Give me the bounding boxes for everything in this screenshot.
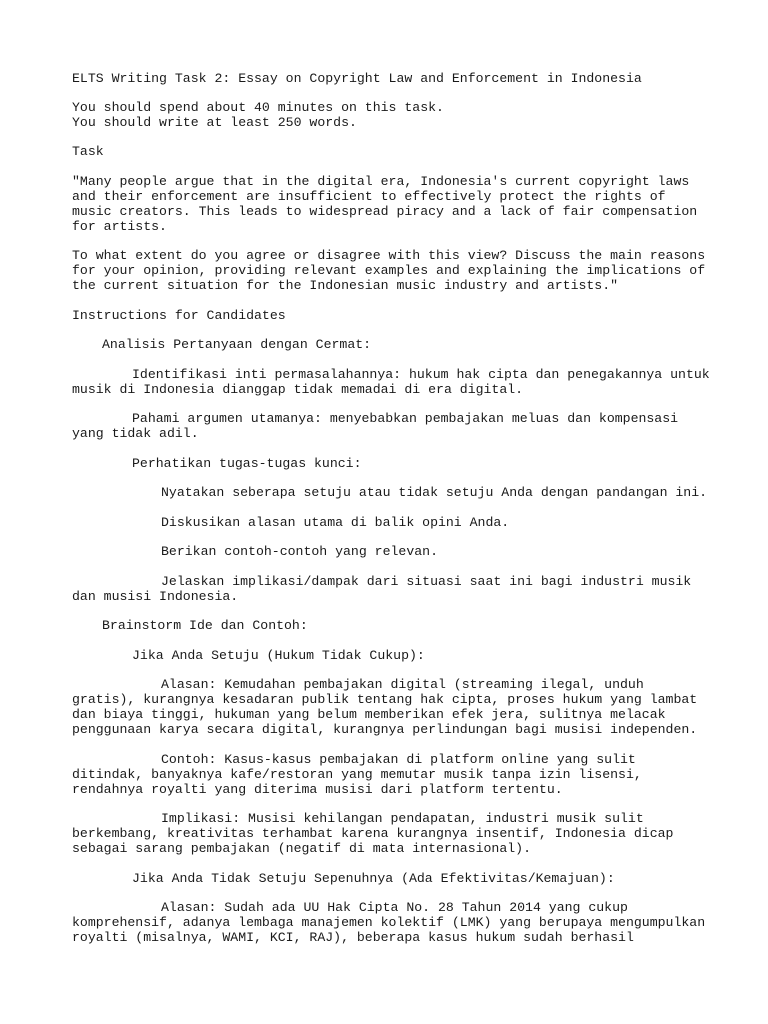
- prompt-paragraph-1: "Many people argue that in the digital era, Indonesia's current copyright laws and their enforcement are insufficient to effectively protect the rights of music creators. This leads to widespread piracy and a lack of fair compensation for artists.: [72, 173, 706, 234]
- analysis-heading: Analisis Pertanyaan dengan Cermat:: [102, 337, 372, 352]
- word-instruction: You should write at least 250 words.: [72, 114, 357, 130]
- prompt-paragraph-2: To what extent do you agree or disagree with this view? Discuss the main reasons for your opinion, providing relevant examples and explaining the implications of the current situation for the Indonesian music industry and artists.": [72, 248, 714, 293]
- brainstorm-heading: Brainstorm Ide dan Contoh:: [102, 618, 308, 633]
- key-task-item: Nyatakan seberapa setuju atau tidak setuju Anda dengan pandangan ini.: [161, 485, 708, 500]
- agree-example: Contoh: Kasus-kasus pembajakan di platform online yang sulit ditindak, banyaknya kafe/restoran yang memutar musik tanpa izin lisensi, rendahnya royalti yang diterima musisi dari platform tertentu.: [72, 751, 650, 797]
- time-instruction: You should spend about 40 minutes on this task.: [72, 99, 444, 115]
- key-task-item: Jelaskan implikasi/dampak dari situasi saat ini bagi industri musik dan musisi Indonesia.: [72, 573, 700, 604]
- task-instructions: [72, 100, 712, 130]
- instructions-heading: Instructions for Candidates: [72, 307, 286, 323]
- disagree-reason: Alasan: Sudah ada UU Hak Cipta No. 28 Tahun 2014 yang cukup komprehensif, adanya lembaga manajemen kolektif (LMK) yang berupaya mengumpulkan royalti (misalnya, WAMI, KCI, RAJ), beberapa kasus hukum sudah berhasil: [72, 900, 714, 945]
- key-task-item: Diskusikan alasan utama di balik opini Anda.: [161, 514, 510, 530]
- document-page: [72, 71, 718, 960]
- analysis-identify: Identifikasi inti permasalahannya: hukum hak cipta dan penegakannya untuk musik di Indonesia dianggap tidak memadai di era digital.: [72, 366, 718, 397]
- disagree-heading: Jika Anda Tidak Setuju Sepenuhnya (Ada Efektivitas/Kemajuan):: [132, 870, 615, 886]
- key-task-item: Berikan contoh-contoh yang relevan.: [161, 544, 438, 559]
- key-tasks-heading: Perhatikan tugas-tugas kunci:: [132, 455, 362, 471]
- document-title: ELTS Writing Task 2: Essay on Copyright Law and Enforcement in Indonesia: [72, 71, 642, 86]
- analysis-understand: Pahami argumen utamanya: menyebabkan pembajakan meluas dan kompensasi yang tidak adil.: [72, 411, 686, 441]
- agree-implication: Implikasi: Musisi kehilangan pendapatan, industri musik sulit berkembang, kreativitas terhambat karena kurangnya insentif, Indonesia dicap sebagai sarang pembajakan (negatif di mata internasional).: [72, 811, 682, 856]
- agree-reason: Alasan: Kemudahan pembajakan digital (streaming ilegal, unduh gratis), kurangnya kesadaran publik tentang hak cipta, proses hukum yang lambat dan biaya tinggi, hukuman yang belum memberikan efek jera, sulitnya melacak penggunaan karya secara digital, kurangnya perlindungan bagi musisi independen.: [72, 677, 706, 737]
- agree-heading: Jika Anda Setuju (Hukum Tidak Cukup):: [132, 647, 425, 663]
- task-label: Task: [72, 144, 104, 159]
